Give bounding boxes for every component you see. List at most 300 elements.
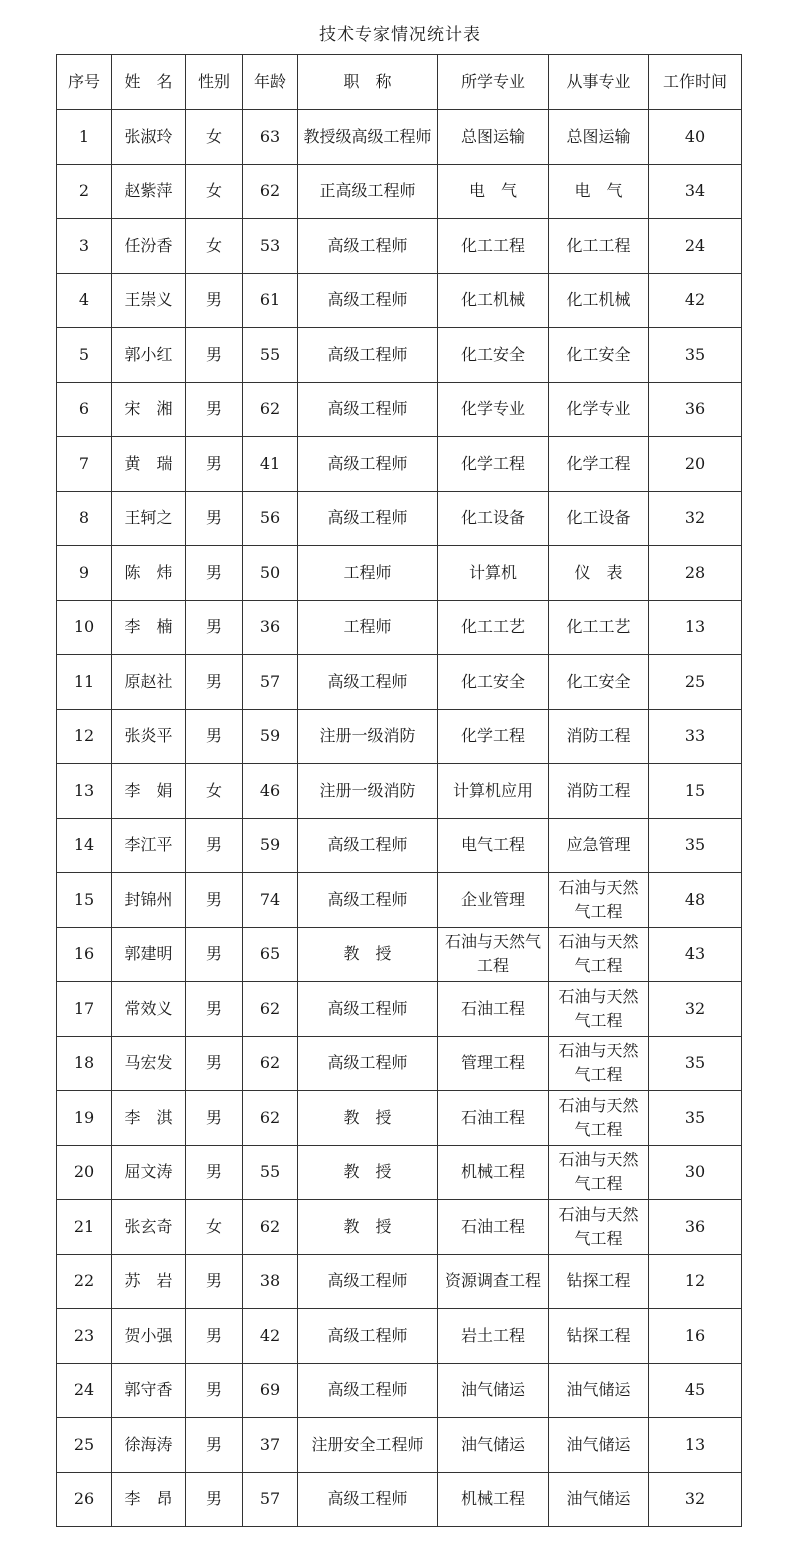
cell-current-field — [549, 1309, 649, 1364]
cell-gender — [186, 491, 243, 546]
cell-gender — [186, 1091, 243, 1146]
major-studied-text: 化学工程 — [460, 453, 525, 473]
expert-name-text: 贺小强 — [124, 1325, 173, 1345]
header-cell: 所学专业 — [438, 55, 549, 110]
cell-major-studied — [438, 1254, 549, 1309]
cell-expert-name — [112, 600, 186, 655]
cell-age — [243, 600, 298, 655]
header-row — [57, 55, 742, 110]
gender-text: 男 — [205, 1489, 222, 1509]
gender-text: 女 — [205, 181, 222, 201]
cell-age — [243, 655, 298, 710]
cell-expert-name — [112, 927, 186, 982]
major-studied-text: 石油工程 — [460, 1216, 525, 1236]
job-title-text: 教 授 — [343, 1216, 392, 1236]
major-studied-text: 机械工程 — [460, 1162, 525, 1182]
row-number-text: 15 — [73, 889, 95, 909]
major-studied-text: 计算机 — [468, 562, 517, 582]
cell-job-title — [298, 873, 438, 928]
age-text: 50 — [259, 562, 281, 582]
table-row — [57, 1091, 742, 1146]
cell-current-field — [549, 1200, 649, 1255]
gender-text: 女 — [205, 235, 222, 255]
expert-name-text: 徐海涛 — [124, 1434, 173, 1454]
age-text: 57 — [259, 671, 281, 691]
cell-gender — [186, 1363, 243, 1418]
expert-name-text: 李 昂 — [124, 1489, 173, 1509]
cell-row-number — [57, 219, 112, 274]
gender-text: 男 — [205, 1434, 222, 1454]
cell-current-field — [549, 382, 649, 437]
work-years-text: 43 — [684, 944, 706, 964]
age-text: 74 — [259, 889, 281, 909]
cell-work-years — [649, 1472, 742, 1527]
cell-row-number — [57, 546, 112, 601]
cell-gender — [186, 600, 243, 655]
cell-job-title — [298, 927, 438, 982]
row-number-text: 2 — [78, 181, 90, 201]
cell-expert-name — [112, 1472, 186, 1527]
table-row — [57, 328, 742, 383]
gender-text: 男 — [205, 453, 222, 473]
cell-current-field — [549, 1363, 649, 1418]
row-number-text: 8 — [78, 508, 90, 528]
major-studied-text: 化工工程 — [460, 235, 525, 255]
cell-expert-name — [112, 1254, 186, 1309]
cell-current-field — [549, 164, 649, 219]
cell-age — [243, 1200, 298, 1255]
gender-text: 男 — [205, 889, 222, 909]
table-row — [57, 1145, 742, 1200]
job-title-text: 高级工程师 — [327, 235, 408, 255]
cell-current-field — [549, 219, 649, 274]
job-title-text: 高级工程师 — [327, 508, 408, 528]
major-studied-text: 油气储运 — [460, 1434, 525, 1454]
expert-name-text: 屈文涛 — [124, 1162, 173, 1182]
cell-work-years — [649, 600, 742, 655]
major-studied-text: 化工机械 — [460, 290, 525, 310]
row-number-text: 16 — [73, 944, 95, 964]
cell-age — [243, 273, 298, 328]
document-title: 技术专家情况统计表 — [319, 25, 481, 45]
cell-expert-name — [112, 818, 186, 873]
cell-job-title — [298, 764, 438, 819]
expert-name-text: 郭守香 — [124, 1380, 173, 1400]
cell-row-number — [57, 600, 112, 655]
cell-gender — [186, 1254, 243, 1309]
cell-age — [243, 1363, 298, 1418]
job-title-text: 高级工程师 — [327, 889, 408, 909]
row-number-text: 25 — [73, 1434, 95, 1454]
cell-job-title — [298, 1309, 438, 1364]
expert-name-text: 王轲之 — [124, 508, 173, 528]
work-years-text: 35 — [684, 344, 706, 364]
expert-name-text: 郭建明 — [124, 944, 173, 964]
major-studied-text: 石油工程 — [460, 998, 525, 1018]
job-title-text: 注册一级消防 — [319, 780, 416, 800]
cell-age — [243, 1254, 298, 1309]
cell-expert-name — [112, 1091, 186, 1146]
cell-major-studied — [438, 1472, 549, 1527]
expert-name-text: 常效义 — [124, 998, 173, 1018]
cell-work-years — [649, 273, 742, 328]
cell-current-field — [549, 873, 649, 928]
job-title-text: 教授级高级工程师 — [303, 126, 432, 146]
cell-age — [243, 709, 298, 764]
cell-major-studied — [438, 382, 549, 437]
job-title-text: 高级工程师 — [327, 344, 408, 364]
gender-text: 男 — [205, 998, 222, 1018]
gender-text: 男 — [205, 562, 222, 582]
cell-gender — [186, 764, 243, 819]
current-field-text: 石油与天然气工程 — [558, 1095, 639, 1139]
header-cell: 从事专业 — [549, 55, 649, 110]
job-title-text: 正高级工程师 — [319, 181, 416, 201]
cell-row-number — [57, 491, 112, 546]
cell-expert-name — [112, 491, 186, 546]
cell-gender — [186, 818, 243, 873]
cell-job-title — [298, 1091, 438, 1146]
age-text: 37 — [259, 1434, 281, 1454]
cell-current-field — [549, 818, 649, 873]
age-text: 69 — [259, 1380, 281, 1400]
expert-name-text: 马宏发 — [124, 1053, 173, 1073]
cell-gender — [186, 873, 243, 928]
gender-text: 男 — [205, 1380, 222, 1400]
cell-job-title — [298, 1254, 438, 1309]
work-years-text: 13 — [684, 617, 706, 637]
cell-age — [243, 1091, 298, 1146]
current-field-text: 总图运输 — [566, 126, 631, 146]
cell-gender — [186, 709, 243, 764]
cell-job-title — [298, 600, 438, 655]
current-field-text: 化工设备 — [566, 508, 631, 528]
cell-expert-name — [112, 328, 186, 383]
cell-age — [243, 546, 298, 601]
age-text: 62 — [259, 1053, 281, 1073]
cell-expert-name — [112, 437, 186, 492]
cell-row-number — [57, 709, 112, 764]
cell-expert-name — [112, 982, 186, 1037]
work-years-text: 25 — [684, 671, 706, 691]
gender-text: 男 — [205, 1271, 222, 1291]
cell-row-number — [57, 1091, 112, 1146]
cell-work-years — [649, 1363, 742, 1418]
header-cell: 年龄 — [243, 55, 298, 110]
work-years-text: 48 — [684, 889, 706, 909]
job-title-text: 高级工程师 — [327, 1380, 408, 1400]
work-years-text: 40 — [684, 126, 706, 146]
table-row — [57, 655, 742, 710]
row-number-text: 13 — [73, 780, 95, 800]
cell-work-years — [649, 219, 742, 274]
work-years-text: 34 — [684, 181, 706, 201]
cell-age — [243, 1418, 298, 1473]
work-years-text: 16 — [684, 1325, 706, 1345]
cell-major-studied — [438, 546, 549, 601]
cell-current-field — [549, 982, 649, 1037]
current-field-text: 油气储运 — [566, 1380, 631, 1400]
cell-row-number — [57, 1145, 112, 1200]
cell-gender — [186, 1036, 243, 1091]
age-text: 62 — [259, 181, 281, 201]
row-number-text: 18 — [73, 1053, 95, 1073]
row-number-text: 20 — [73, 1162, 95, 1182]
cell-age — [243, 1036, 298, 1091]
table-row — [57, 1472, 742, 1527]
cell-expert-name — [112, 655, 186, 710]
cell-current-field — [549, 1091, 649, 1146]
cell-current-field — [549, 437, 649, 492]
cell-gender — [186, 382, 243, 437]
cell-expert-name — [112, 1036, 186, 1091]
age-text: 53 — [259, 235, 281, 255]
job-title-text: 工程师 — [343, 617, 392, 637]
row-number-text: 14 — [73, 835, 95, 855]
cell-major-studied — [438, 818, 549, 873]
work-years-text: 36 — [684, 399, 706, 419]
work-years-text: 30 — [684, 1162, 706, 1182]
age-text: 62 — [259, 1216, 281, 1236]
cell-age — [243, 873, 298, 928]
work-years-text: 36 — [684, 1216, 706, 1236]
expert-name-text: 宋 湘 — [124, 399, 173, 419]
cell-work-years — [649, 927, 742, 982]
work-years-text: 13 — [684, 1434, 706, 1454]
age-text: 42 — [259, 1325, 281, 1345]
cell-work-years — [649, 164, 742, 219]
cell-work-years — [649, 437, 742, 492]
cell-current-field — [549, 600, 649, 655]
job-title-text: 高级工程师 — [327, 1489, 408, 1509]
major-studied-text: 总图运输 — [460, 126, 525, 146]
current-field-text: 化工安全 — [566, 344, 631, 364]
cell-row-number — [57, 927, 112, 982]
table-row — [57, 873, 742, 928]
row-number-text: 9 — [78, 562, 90, 582]
current-field-text: 化工工程 — [566, 235, 631, 255]
cell-major-studied — [438, 164, 549, 219]
work-years-text: 35 — [684, 1107, 706, 1127]
cell-expert-name — [112, 382, 186, 437]
row-number-text: 6 — [78, 399, 90, 419]
row-number-text: 7 — [78, 453, 90, 473]
gender-text: 男 — [205, 835, 222, 855]
work-years-text: 12 — [684, 1271, 706, 1291]
work-years-text: 24 — [684, 235, 706, 255]
cell-current-field — [549, 1145, 649, 1200]
job-title-text: 高级工程师 — [327, 453, 408, 473]
expert-name-text: 张炎平 — [124, 726, 173, 746]
cell-age — [243, 328, 298, 383]
cell-expert-name — [112, 273, 186, 328]
cell-gender — [186, 1145, 243, 1200]
cell-expert-name — [112, 1363, 186, 1418]
cell-age — [243, 382, 298, 437]
current-field-text: 钻探工程 — [566, 1271, 631, 1291]
major-studied-text: 化工工艺 — [460, 617, 525, 637]
cell-major-studied — [438, 982, 549, 1037]
cell-work-years — [649, 546, 742, 601]
gender-text: 男 — [205, 944, 222, 964]
major-studied-text: 机械工程 — [460, 1489, 525, 1509]
header-cell: 职 称 — [298, 55, 438, 110]
current-field-text: 化工安全 — [566, 671, 631, 691]
cell-major-studied — [438, 437, 549, 492]
cell-work-years — [649, 655, 742, 710]
cell-work-years — [649, 982, 742, 1037]
age-text: 62 — [259, 399, 281, 419]
current-field-text: 化工工艺 — [566, 617, 631, 637]
current-field-text: 石油与天然气工程 — [558, 1041, 639, 1085]
cell-job-title — [298, 491, 438, 546]
gender-text: 男 — [205, 1162, 222, 1182]
major-studied-text: 石油与天然气工程 — [444, 932, 541, 976]
cell-major-studied — [438, 110, 549, 165]
cell-gender — [186, 1200, 243, 1255]
cell-row-number — [57, 110, 112, 165]
job-title-text: 注册一级消防 — [319, 726, 416, 746]
age-text: 59 — [259, 835, 281, 855]
header-cell: 姓 名 — [112, 55, 186, 110]
table-row — [57, 1200, 742, 1255]
age-text: 63 — [259, 126, 281, 146]
major-studied-text: 化工安全 — [460, 344, 525, 364]
cell-current-field — [549, 1254, 649, 1309]
age-text: 62 — [259, 1107, 281, 1127]
gender-text: 女 — [205, 1216, 222, 1236]
cell-expert-name — [112, 110, 186, 165]
major-studied-text: 化工设备 — [460, 508, 525, 528]
expert-name-text: 郭小红 — [124, 344, 173, 364]
table-row — [57, 437, 742, 492]
cell-current-field — [549, 1418, 649, 1473]
cell-expert-name — [112, 764, 186, 819]
table-row — [57, 546, 742, 601]
cell-row-number — [57, 273, 112, 328]
cell-expert-name — [112, 709, 186, 764]
gender-text: 男 — [205, 671, 222, 691]
expert-name-text: 原赵社 — [124, 671, 173, 691]
job-title-text: 高级工程师 — [327, 671, 408, 691]
row-number-text: 19 — [73, 1107, 95, 1127]
cell-work-years — [649, 1036, 742, 1091]
cell-expert-name — [112, 1145, 186, 1200]
cell-row-number — [57, 1472, 112, 1527]
age-text: 38 — [259, 1271, 281, 1291]
current-field-text: 油气储运 — [566, 1434, 631, 1454]
cell-work-years — [649, 709, 742, 764]
gender-text: 男 — [205, 726, 222, 746]
current-field-text: 石油与天然气工程 — [558, 932, 639, 976]
cell-major-studied — [438, 655, 549, 710]
cell-work-years — [649, 1418, 742, 1473]
current-field-text: 仪 表 — [574, 562, 623, 582]
gender-text: 男 — [205, 344, 222, 364]
current-field-text: 钻探工程 — [566, 1325, 631, 1345]
expert-name-text: 王崇义 — [124, 290, 173, 310]
cell-job-title — [298, 982, 438, 1037]
row-number-text: 11 — [73, 671, 95, 691]
cell-current-field — [549, 655, 649, 710]
major-studied-text: 化工安全 — [460, 671, 525, 691]
expert-name-text: 张玄奇 — [124, 1216, 173, 1236]
cell-major-studied — [438, 1418, 549, 1473]
job-title-text: 高级工程师 — [327, 835, 408, 855]
cell-gender — [186, 437, 243, 492]
header-cell: 序号 — [57, 55, 112, 110]
table-row — [57, 382, 742, 437]
cell-row-number — [57, 1363, 112, 1418]
cell-major-studied — [438, 600, 549, 655]
cell-job-title — [298, 328, 438, 383]
work-years-text: 45 — [684, 1380, 706, 1400]
cell-row-number — [57, 1036, 112, 1091]
cell-current-field — [549, 491, 649, 546]
cell-gender — [186, 110, 243, 165]
cell-gender — [186, 1472, 243, 1527]
cell-major-studied — [438, 491, 549, 546]
expert-name-text: 任汾香 — [124, 235, 173, 255]
cell-job-title — [298, 1145, 438, 1200]
cell-major-studied — [438, 1145, 549, 1200]
cell-job-title — [298, 546, 438, 601]
cell-job-title — [298, 1036, 438, 1091]
cell-current-field — [549, 328, 649, 383]
cell-age — [243, 219, 298, 274]
job-title-text: 高级工程师 — [327, 1271, 408, 1291]
row-number-text: 12 — [73, 726, 95, 746]
work-years-text: 33 — [684, 726, 706, 746]
cell-major-studied — [438, 328, 549, 383]
cell-gender — [186, 219, 243, 274]
expert-name-text: 封锦州 — [124, 889, 173, 909]
cell-age — [243, 982, 298, 1037]
cell-row-number — [57, 1200, 112, 1255]
table-row — [57, 164, 742, 219]
cell-row-number — [57, 164, 112, 219]
cell-gender — [186, 164, 243, 219]
cell-major-studied — [438, 709, 549, 764]
cell-gender — [186, 328, 243, 383]
cell-major-studied — [438, 219, 549, 274]
cell-expert-name — [112, 546, 186, 601]
cell-expert-name — [112, 1418, 186, 1473]
expert-name-text: 苏 岩 — [124, 1271, 173, 1291]
cell-job-title — [298, 110, 438, 165]
gender-text: 男 — [205, 290, 222, 310]
cell-work-years — [649, 873, 742, 928]
cell-job-title — [298, 655, 438, 710]
cell-major-studied — [438, 927, 549, 982]
cell-work-years — [649, 764, 742, 819]
cell-major-studied — [438, 1036, 549, 1091]
cell-job-title — [298, 1418, 438, 1473]
age-text: 41 — [259, 453, 281, 473]
current-field-text: 石油与天然气工程 — [558, 1204, 639, 1248]
major-studied-text: 企业管理 — [460, 889, 525, 909]
cell-job-title — [298, 1363, 438, 1418]
work-years-text: 32 — [684, 998, 706, 1018]
cell-current-field — [549, 110, 649, 165]
cell-job-title — [298, 709, 438, 764]
gender-text: 女 — [205, 780, 222, 800]
cell-row-number — [57, 1418, 112, 1473]
cell-major-studied — [438, 873, 549, 928]
expert-name-text: 张淑玲 — [124, 126, 173, 146]
cell-major-studied — [438, 764, 549, 819]
cell-age — [243, 1309, 298, 1364]
